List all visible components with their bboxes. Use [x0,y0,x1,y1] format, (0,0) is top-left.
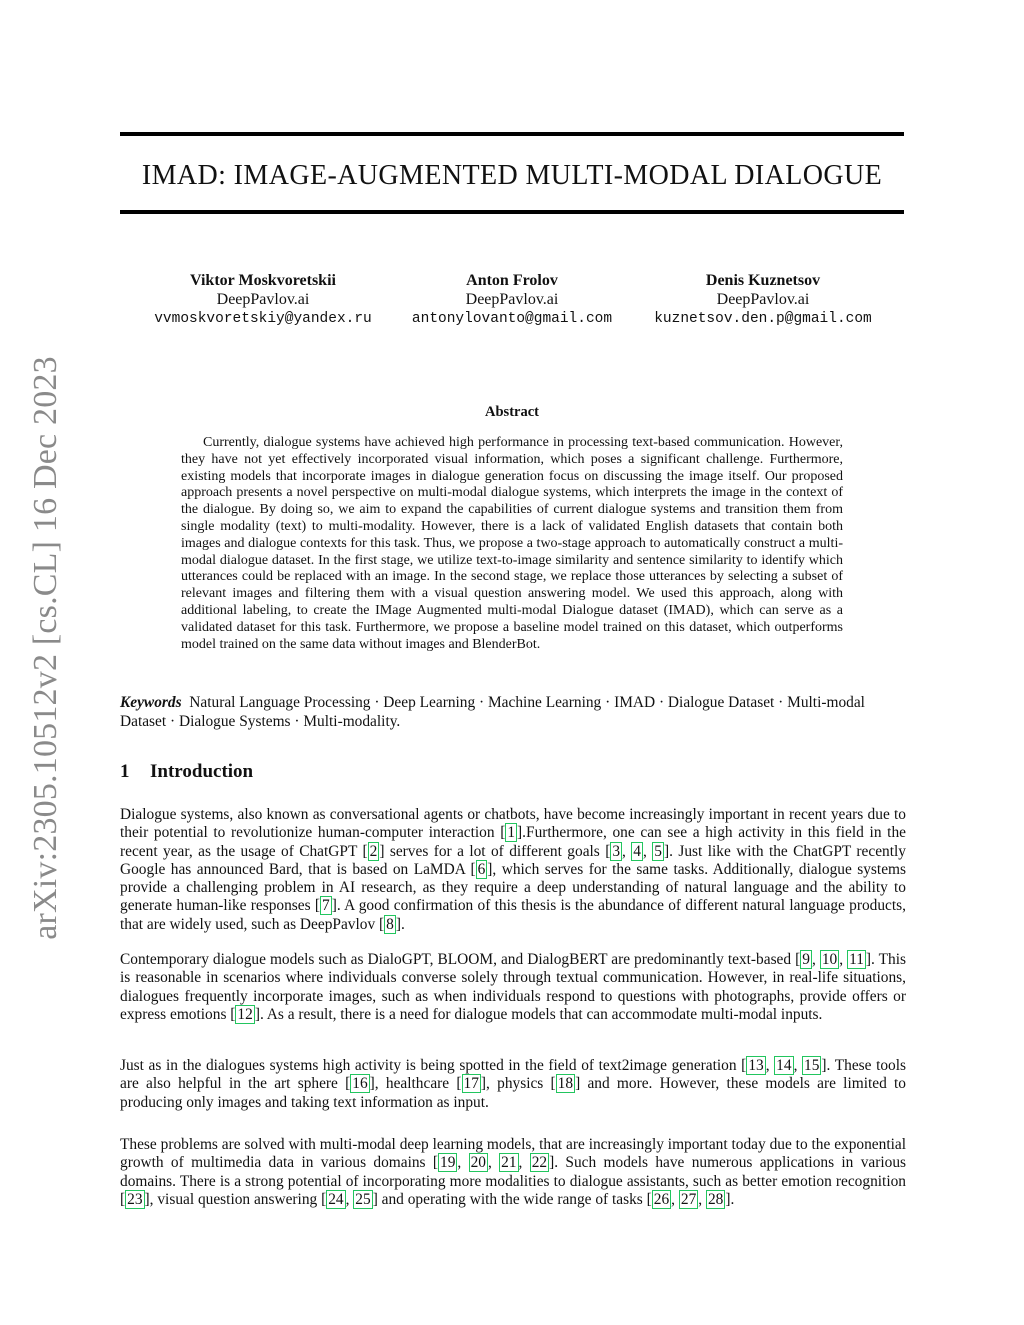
title-top-rule [120,132,904,136]
citation-link[interactable]: 5 [654,842,662,860]
citation-link[interactable]: 3 [612,842,621,860]
citation-link[interactable]: 13 [748,1057,764,1074]
intro-paragraph-2 [120,951,906,1024]
citation-link[interactable]: 26 [653,1190,670,1208]
author-name: Denis Kuznetsov [705,272,821,289]
paragraph-text: , [839,951,848,968]
author-affiliation: DeepPavlov.ai [716,291,810,308]
citation-link[interactable]: 6 [477,860,486,878]
paragraph-text: ]. [725,1190,735,1208]
paragraph-text: ]. This is reasonable in scenarios where individuals converse solely through textual communication. However, in real-life situations, dialogues frequently incorporate images, such as when individuals respond to questions with photographs, provide offers or express emotions [ [120,951,906,1023]
citation-link[interactable]: 1 [507,824,516,842]
citation-link[interactable]: 7 [322,897,330,915]
citation-link[interactable]: 12 [237,1005,253,1023]
author-affiliation: DeepPavlov.ai [216,291,310,308]
paper-title: IMAD: IMAGE-AUGMENTED MULTI-MODAL DIALOGUE [141,160,883,191]
paragraph-text: , [643,842,653,860]
citation-link[interactable]: 14 [776,1057,792,1074]
abstract-heading: Abstract [485,404,539,420]
citation-link[interactable]: 2 [369,842,378,860]
citation-link[interactable]: 21 [501,1154,517,1172]
citation-link[interactable]: 10 [821,951,838,968]
paragraph-text: , [765,1057,775,1074]
author-block [120,271,904,333]
paragraph-text: ], visual question answering [ [144,1190,327,1208]
section-heading-introduction [120,761,253,783]
author-affiliation: DeepPavlov.ai [465,291,559,308]
author-email[interactable]: vvmoskvoretskiy@yandex.ru [154,311,372,327]
arxiv-identifier-stamp: arXiv:2305.10512v2 [cs.CL] 16 Dec 2023 [27,356,64,940]
paragraph-text: ] and more. However, these models are limited to producing only images and taking text information as input. [120,1075,906,1111]
intro-paragraph-4 [120,1136,906,1209]
citation-link[interactable]: 19 [440,1154,456,1172]
citation-link[interactable]: 20 [470,1154,486,1172]
paragraph-text: ].Furthermore, one can see a high activity in this field in the recent year, as the usage of ChatGPT [ [120,824,906,860]
paragraph-text: , [671,1190,679,1208]
intro-paragraph-1 [120,806,906,934]
citation-link[interactable]: 16 [352,1075,368,1093]
citation-link[interactable]: 15 [804,1057,820,1074]
citation-link[interactable]: 11 [849,951,864,968]
intro-paragraph-3 [120,1057,906,1112]
paragraph-text: , [487,1154,500,1172]
paragraph-text: These problems are solved with multi-modal deep learning models, that are increasingly important today due to the exponential growth of multimedia data in various domains [ [120,1136,906,1172]
citation-link[interactable]: 9 [802,951,810,968]
paragraph-text: ]. [395,915,405,933]
paragraph-text: ] serves for a lot of different goals [ [379,842,611,860]
paragraph-text: , [518,1154,530,1172]
author-name: Anton Frolov [466,272,558,289]
paragraph-text: ]. As a result, there is a need for dialogue models that can accommodate multi-modal inputs. [254,1005,823,1023]
paragraph-text: , [457,1154,469,1172]
paragraph-text: ]. A good confirmation of this thesis is the abundance of different natural language products, that are widely used, such as DeepPavlov [ [120,897,907,933]
citation-link[interactable]: 24 [328,1190,344,1208]
section-title: Introduction [150,761,254,782]
paragraph-text: ]. Just like with the ChatGPT recently Google has announced Bard, that is based on LaMDA [ [120,842,906,878]
paragraph-text: ]. These tools are also helpful in the art sphere [ [120,1057,907,1093]
citation-link[interactable]: 23 [127,1190,143,1208]
keywords-label: Keywords [120,694,182,711]
citation-link[interactable]: 18 [557,1075,574,1093]
author-3 [654,271,872,330]
paragraph-text: ], which serves for the same tasks. Additionally, dialogue systems provide a challenging problem in AI research, as they require a deep understanding of natural language and the ability to generate human-like responses [ [120,860,906,915]
author-email[interactable]: antonylovanto@gmail.com [411,311,613,327]
keywords [120,693,904,731]
citation-link[interactable]: 25 [355,1190,371,1208]
author-name: Viktor Moskvoretskii [190,272,336,289]
citation-link[interactable]: 28 [707,1190,724,1208]
paragraph-text: ], healthcare [ [369,1075,462,1093]
citation-link[interactable]: 8 [386,915,394,933]
citation-link[interactable]: 17 [463,1075,479,1093]
citation-link[interactable]: 27 [680,1190,697,1208]
paragraph-text: , [793,1057,803,1074]
citation-link[interactable]: 22 [531,1154,548,1172]
paragraph-text: ] and operating with the wide range of tasks [ [372,1190,652,1208]
paragraph-text: , [345,1190,354,1208]
paragraph-text: ]. Such models have numerous applications in various domains. There is a strong potential of incorporating more modalities to dialogue assistants, such as better emotion recognition [ [120,1154,907,1208]
paragraph-text: Just as in the dialogues systems high activity is being spotted in the field of text2image generation [ [120,1057,747,1074]
author-1 [154,271,372,330]
paragraph-text: , [698,1190,706,1208]
citation-link[interactable]: 4 [633,842,641,860]
paragraph-text: Dialogue systems, also known as conversational agents or chatbots, have become increasingly important in recent years due to their potential to revolutionize human-computer interaction [ [120,806,906,842]
paragraph-text: Contemporary dialogue models such as DialoGPT, BLOOM, and DialogBERT are predominantly text-based [ [120,951,801,968]
section-number: 1 [120,761,130,782]
author-email[interactable]: kuznetsov.den.p@gmail.com [654,311,872,327]
paragraph-text: , [811,951,820,968]
author-2 [412,271,612,330]
paragraph-text: ], physics [ [480,1075,556,1093]
title-bottom-rule [120,210,904,214]
keywords-text: Natural Language Processing · Deep Learning · Machine Learning · IMAD · Dialogue Dataset · Multi-modal Dataset · Dialogue Systems · Multi-modality. [120,694,865,730]
paragraph-text: , [622,842,632,860]
abstract-text: Currently, dialogue systems have achieved high performance in processing text-based communication. However, they have not yet effectively incorporated visual information, which poses a significant challenge. Furthermore, existing models that incorporate images in dialogue generation focus on discussing the image itself. Our proposed approach presents a novel perspective on multi-modal dialogue systems, which interprets the image in the context of the dialogue. By doing so, we aim to expand the capabilities of current dialogue systems and transition them from single modality (text) to multi-modality. However, there is a lack of validated English datasets that contain both images and dialogue contexts for this task. Thus, we propose a two-stage approach to automatically construct a multi-modal dialogue dataset. In the first stage, we utilize text-to-image similarity and sentence similarity to identify which utterances could be replaced with an image. In the second stage, we replace those utterances by selecting a subset of relevant images and filtering them with a visual question answering model. We used this approach, along with additional labeling, to create the IMage Augmented multi-modal Dialogue dataset (IMAD), which can serve as a validated dataset for this task. Furthermore, we propose a baseline model trained on this dataset, which outperforms model trained on the same data without images and BlenderBot. [181,435,843,652]
